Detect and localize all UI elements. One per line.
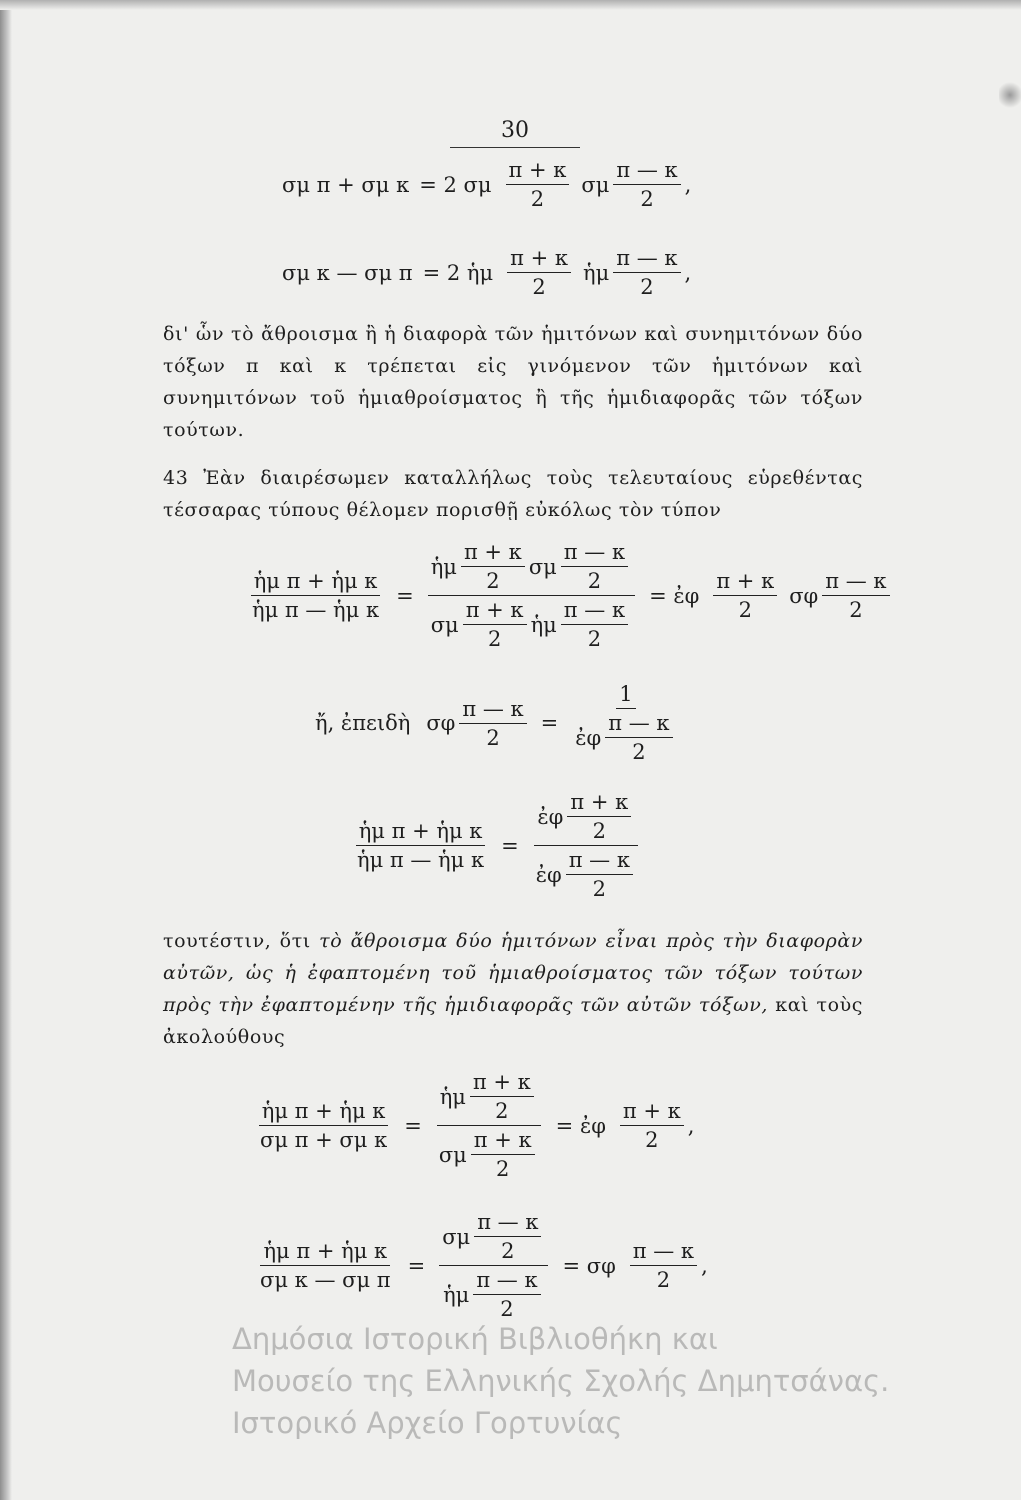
fraction-denominator: 2: [487, 627, 502, 651]
formula-tangent-ratio: $\frac{\text{ἡμ π + ἡμ κ}}{\text{ἡμ π — ἡμ κ}}$ = ἐφ $\frac{\pi + \kappa}{2}$ ἐφ $\frac{\pi — \kappa}{2}$: [350, 790, 644, 901]
fraction-denominator: 2: [530, 187, 545, 211]
function-name: ἡμ: [530, 612, 557, 637]
fraction-denominator: 2: [486, 569, 500, 593]
fraction-numerator: π — κ: [822, 569, 889, 596]
text-run: καὶ τοὺς ἀκολούθους: [163, 994, 863, 1048]
fraction: [630, 1239, 697, 1292]
fraction-denominator: 2: [496, 1157, 510, 1181]
fraction-numerator: ἡμ π + ἡμ κ: [356, 819, 486, 846]
fraction-denominator: 2: [486, 725, 500, 750]
page-edge-shadow: [0, 0, 12, 1500]
fraction-denominator: 2: [656, 1268, 671, 1292]
function-name: ἡμ: [583, 260, 610, 285]
fraction-denominator: 2: [532, 275, 546, 299]
paragraph-theorem: [163, 925, 863, 1053]
formula-sine-ratio: $\frac{\text{ἡμ π + ἡμ κ}}{\text{ἡμ π — ἡμ κ}}$ = ἡμ $\frac{\pi + \kappa}{2}$ σμ $\frac{\pi — \kappa}{2}$ σμ $\frac{\pi + \kappa}{2}$ ἡμ $\frac{\pi — \kappa}{2}$ = ἐφ $\frac{\pi + \kappa}{2}$ σφ $\frac{\pi — \kappa}{2}$: [245, 540, 894, 651]
formula-lead: ἤ, ἐπειδὴ: [315, 711, 411, 735]
fraction-numerator: π — κ: [561, 598, 628, 625]
fraction-numerator: [437, 1070, 541, 1126]
page-top-shadow: [0, 0, 1021, 10]
page-number: 30: [450, 118, 580, 148]
fraction: [474, 1210, 541, 1263]
function-name: σμ: [528, 554, 557, 579]
fraction-numerator: π — κ: [473, 1268, 540, 1295]
fraction-numerator: π + κ: [506, 158, 570, 185]
fraction: [561, 598, 628, 651]
fraction-middle: [436, 1070, 542, 1181]
fraction-denominator: 2: [587, 627, 602, 651]
fraction-denominator: [436, 1126, 542, 1181]
fraction-numerator: π + κ: [461, 540, 525, 567]
fraction-denominator: 2: [640, 275, 654, 299]
fraction: [463, 598, 527, 651]
fraction-numerator: 1: [616, 682, 635, 709]
fraction: [713, 569, 777, 622]
function-name: ἡμ: [439, 1084, 466, 1109]
fraction: [561, 540, 628, 593]
fraction-numerator: ἡμ π + ἡμ κ: [260, 1239, 390, 1266]
theorem-italic: τὸ ἄθροισμα δύο ἡμιτόνων εἶναι πρὸς τὴν διαφορὰν αὐτῶν, ὡς ἡ ἐφαπτομένη τοῦ ἡμιαθροίσματος τῶν τόξων τούτων πρὸς τὴν ἐφαπτομένην τῆς ἡμιδιαφορᾶς τῶν αὐτῶν τόξων,: [163, 930, 864, 1016]
function-name: σφ: [426, 711, 456, 735]
watermark-line: Μουσείο της Ελληνικής Σχολής Δημητσάνας.: [232, 1364, 890, 1398]
formula-cos-diff: [282, 246, 691, 299]
fraction-numerator: π + κ: [463, 598, 527, 625]
fraction: [470, 1070, 534, 1123]
formula-tail: ,: [684, 172, 692, 197]
fraction-numerator: [534, 790, 638, 846]
formula-sine-cos-diff: $\frac{\text{ἡμ π + ἡμ κ}}{\text{σμ κ — σμ π}}$ = σμ $\frac{\pi — \kappa}{2}$ ἡμ $\frac{\pi — \kappa}{2}$ = σφ $\frac{\pi — \kappa}{2}$ ,: [253, 1210, 708, 1321]
paragraph-1: [163, 318, 863, 446]
formula-sine-cos-sum: $\frac{\text{ἡμ π + ἡμ κ}}{\text{σμ π + σμ κ}}$ = ἡμ $\frac{\pi + \kappa}{2}$ σμ $\frac{\pi + \kappa}{2}$ = ἐφ $\frac{\pi + \kappa}{2}$ ,: [253, 1070, 694, 1181]
fraction: [461, 540, 525, 593]
fraction-denominator: 2: [495, 1099, 509, 1123]
fraction: [507, 246, 571, 299]
fraction-numerator: π + κ: [507, 246, 571, 273]
fraction: [567, 790, 631, 843]
fraction-numerator: π + κ: [471, 1128, 535, 1155]
formula-eq: = ἐφ: [555, 1113, 606, 1138]
scan-smudge: [999, 80, 1021, 110]
formula-tail: ,: [687, 1113, 695, 1138]
fraction-denominator: 2: [587, 569, 602, 593]
fraction-denominator: 2: [500, 1297, 514, 1321]
paragraph-text: 43 Ἐὰν διαιρέσωμεν καταλλήλως τοὺς τελευταίους εὑρεθέντας τέσσαρας τύπους θέλομεν πορισθῇ εὐκόλως τὸν τύπον: [163, 467, 863, 521]
text-run: τουτέστιν, ὅτι: [163, 930, 320, 952]
fraction-numerator: π + κ: [620, 1099, 684, 1126]
fraction: [613, 246, 680, 299]
paragraph-text: δι' ὧν τὸ ἄθροισμα ἢ ἡ διαφορὰ τῶν ἡμιτόνων καὶ συνημιτόνων δύο τόξων π καὶ κ τρέπεται εἰς γινόμενον τῶν ἡμιτόνων καὶ συνημιτόνων τοῦ ἡμιαθροίσματος ἢ τῆς ἡμιδιαφορᾶς τῶν τόξων τούτων.: [163, 323, 863, 441]
function-name: ἐφ: [535, 862, 562, 887]
fraction-denominator: [440, 1266, 548, 1321]
watermark-line: Δημόσια Ιστορική Βιβλιοθήκη και: [232, 1322, 718, 1356]
fraction-numerator: [439, 1210, 548, 1266]
fraction-denominator: ἡμ π — ἡμ κ: [252, 598, 380, 622]
function-name: σμ: [430, 612, 459, 637]
fraction-denominator: 2: [592, 877, 607, 901]
fraction-denominator: ἡμ π — ἡμ κ: [357, 848, 485, 872]
formula-eq: = 2 σμ: [419, 172, 492, 197]
fraction-numerator: π + κ: [470, 1070, 534, 1097]
function-name: σμ: [442, 1224, 471, 1249]
formula-tail: ,: [684, 260, 692, 285]
formula-eq: = σφ: [562, 1253, 616, 1278]
formula-cos-sum: [282, 158, 691, 211]
fraction: [473, 1268, 540, 1321]
fraction: [566, 848, 633, 901]
fraction-numerator: π — κ: [613, 246, 680, 273]
fraction-denominator: σμ κ — σμ π: [260, 1268, 391, 1292]
formula-eq: = 2 ἡμ: [422, 260, 494, 285]
fraction-numerator: π — κ: [459, 697, 526, 724]
fraction-numerator: ἡμ π + ἡμ κ: [251, 569, 381, 596]
fraction-numerator: π — κ: [605, 711, 672, 738]
formula-lhs: σμ π + σμ κ: [282, 172, 410, 197]
fraction: [822, 569, 889, 622]
fraction-lhs: [249, 569, 382, 622]
fraction-denominator: 2: [640, 187, 654, 211]
function-name: ἐφ: [575, 725, 602, 750]
fraction-denominator: 2: [645, 1128, 659, 1152]
fraction-lhs: [257, 1099, 390, 1152]
fraction-numerator: ἡμ π + ἡμ κ: [259, 1099, 389, 1126]
function-name: σμ: [581, 172, 610, 197]
fraction-numerator: π — κ: [474, 1210, 541, 1237]
function-name: ἡμ: [430, 554, 457, 579]
fraction: [572, 682, 679, 764]
library-watermark: [232, 1318, 992, 1444]
fraction-lhs: [354, 819, 487, 872]
fraction: [620, 1099, 684, 1152]
fraction-denominator: 2: [632, 740, 646, 764]
fraction: [459, 697, 526, 750]
fraction-denominator: σμ π + σμ κ: [260, 1128, 388, 1152]
formula-eq: = ἐφ: [649, 583, 700, 608]
watermark-line: Ιστορικό Αρχείο Γορτυνίας: [232, 1406, 623, 1440]
fraction: [613, 158, 680, 211]
fraction: [506, 158, 570, 211]
formula-tail: ,: [701, 1253, 708, 1278]
fraction-numerator: π — κ: [613, 158, 680, 185]
fraction-denominator: 2: [592, 819, 607, 843]
paragraph-43: [163, 462, 863, 526]
fraction-lhs: [257, 1239, 394, 1292]
paragraph-text: [163, 925, 863, 1053]
fraction-numerator: π + κ: [713, 569, 777, 596]
function-name: ἡμ: [443, 1282, 470, 1307]
fraction-numerator: π — κ: [561, 540, 628, 567]
formula-cot-identity: ἤ, ἐπειδὴ σφ $\frac{\pi — \kappa}{2}$ = 1 ἐφ $\frac{\pi — \kappa}{2}$: [315, 682, 684, 764]
fraction-middle: [428, 540, 635, 651]
fraction-middle: [439, 1210, 548, 1321]
fraction-denominator: 2: [501, 1239, 515, 1263]
fraction: [605, 711, 672, 764]
function-name: ἐφ: [537, 804, 564, 829]
fraction-denominator: 2: [738, 598, 752, 622]
fraction-denominator: 2: [849, 598, 863, 622]
fraction-denominator: [533, 846, 640, 901]
fraction: [471, 1128, 535, 1181]
fraction-numerator: π + κ: [567, 790, 631, 817]
fraction-numerator: [428, 540, 635, 596]
fraction-numerator: π — κ: [566, 848, 633, 875]
fraction-denominator: [428, 596, 635, 651]
fraction-numerator: π — κ: [630, 1239, 697, 1266]
formula-lhs: σμ κ — σμ π: [282, 260, 413, 285]
function-name: σμ: [438, 1142, 467, 1167]
function-name: σφ: [789, 583, 819, 608]
fraction-rhs: [533, 790, 640, 901]
fraction-denominator: [572, 709, 679, 764]
